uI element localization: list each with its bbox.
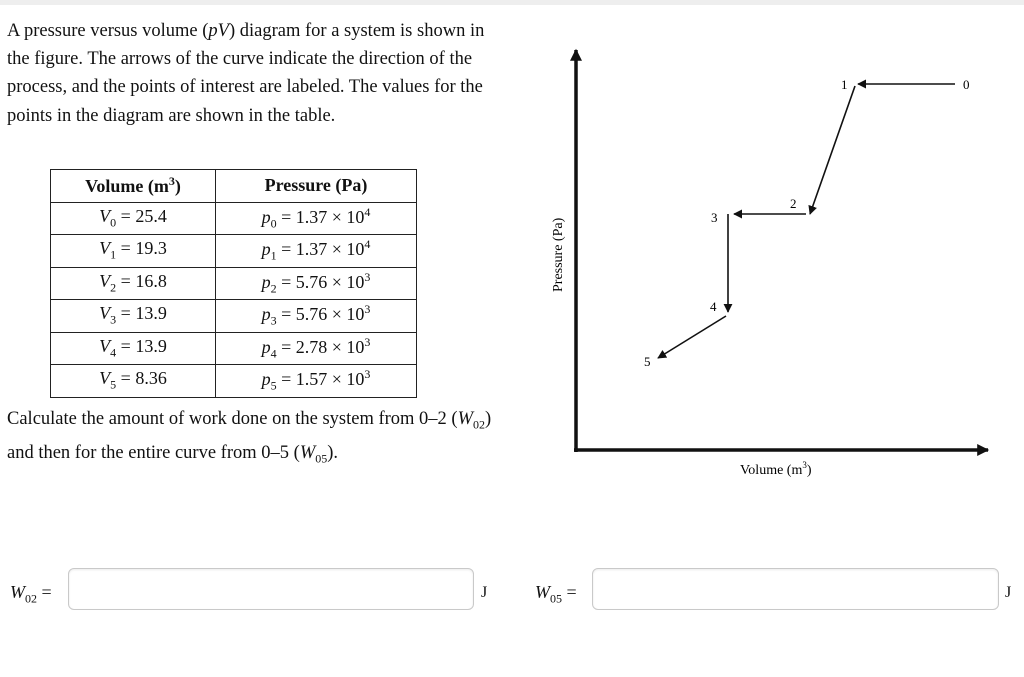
w05-symbol: W <box>299 443 316 464</box>
w02-symbol: W <box>457 409 473 429</box>
intro-text-part1: A pressure versus volume ( <box>7 21 209 41</box>
intro-text-part2: ) diagram for a system is shown in the figure. The arrows of the curve indicate the direction of the process, and the points of interest are labeled. The values for the points in the diagram are shown in the table. <box>7 21 485 126</box>
table-row <box>51 202 417 235</box>
point-label-4: 4 <box>710 299 717 314</box>
table-row <box>51 235 417 268</box>
table-row <box>51 332 417 365</box>
values-table <box>50 169 417 398</box>
w02-input[interactable] <box>68 568 474 610</box>
volume-header: Volume $(m^3)$ <box>51 170 216 203</box>
volume-cell: $V_5 = 8.36$ <box>51 365 216 398</box>
pressure-cell: $p_2 = 5.76 \times 10^3$ <box>216 267 417 300</box>
w02-unit: J <box>481 584 488 601</box>
w05-unit: J <box>1005 584 1012 601</box>
point-label-0: 0 <box>963 77 970 92</box>
point-label-3: 3 <box>711 210 718 225</box>
problem-intro <box>7 17 507 130</box>
table-row <box>51 267 417 300</box>
volume-cell: $V_1 = 19.3$ <box>51 235 216 268</box>
x-axis-label: Volume $(m^3)$ <box>740 460 812 478</box>
question-part1: Calculate the amount of work done on the system from 0–2 ( <box>7 409 458 429</box>
w05-label: $W_{05}$ = <box>535 582 577 606</box>
w02-label: $W_{02}$ = <box>10 582 52 606</box>
pressure-cell: $p_0 = 1.37 \times 10^4$ <box>216 202 417 235</box>
volume-cell: $V_3 = 13.9$ <box>51 300 216 333</box>
pressure-header: Pressure (Pa) <box>216 170 417 203</box>
top-bar <box>0 0 1024 5</box>
y-axis-label: Pressure (Pa) <box>551 217 566 292</box>
question-text <box>7 405 507 473</box>
table-header-row <box>51 170 417 203</box>
point-label-2: 2 <box>790 196 797 211</box>
question-part3: ). <box>327 443 339 464</box>
w02-subscript: 02 <box>473 417 485 432</box>
volume-cell: $V_4 = 13.9$ <box>51 332 216 365</box>
pressure-cell: $p_3 = 5.76 \times 10^3$ <box>216 300 417 333</box>
pv-diagram <box>530 40 1000 490</box>
segment-1-2 <box>810 86 855 214</box>
pressure-cell: $p_1 = 1.37 \times 10^4$ <box>216 235 417 268</box>
question-part2: ) and then for the entire curve from 0–5 ( <box>7 409 492 464</box>
point-label-5: 5 <box>644 354 651 369</box>
pressure-cell: $p_4 = 2.78 \times 10^3$ <box>216 332 417 365</box>
table-row <box>51 300 417 333</box>
segment-4-5 <box>658 316 726 358</box>
pressure-cell: $p_5 = 1.57 \times 10^3$ <box>216 365 417 398</box>
w05-subscript: 05 <box>315 451 328 466</box>
volume-cell: $V_0 = 25.4$ <box>51 202 216 235</box>
table-row <box>51 365 417 398</box>
point-label-1: 1 <box>841 77 848 92</box>
volume-cell: $V_2 = 16.8$ <box>51 267 216 300</box>
pv-symbol: pV <box>208 21 229 41</box>
w05-input[interactable] <box>592 568 999 610</box>
